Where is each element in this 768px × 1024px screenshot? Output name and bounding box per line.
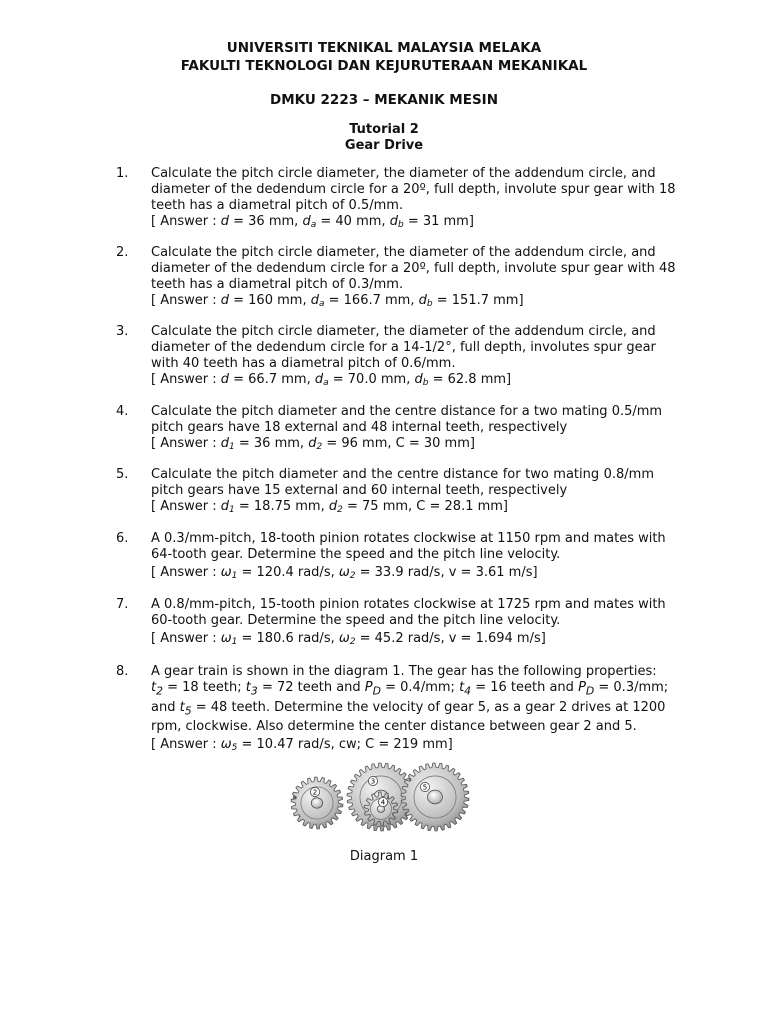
answer-line: [ Answer : $\omega_1 = 180.6$ rad/s, $\omega_2 = 45.2$ rad/s, v = 1.694 m/s] bbox=[151, 631, 546, 647]
question-text-line: teeth has a diametral pitch of 0.3/mm. bbox=[151, 277, 404, 292]
header-university: UNIVERSITI TEKNIKAL MALAYSIA MELAKA bbox=[226, 40, 542, 56]
question-text-line: pitch gears have 18 external and 48 internal teeth, respectively bbox=[151, 420, 568, 435]
question-text-line: Calculate the pitch circle diameter, the diameter of the addendum circle, and bbox=[151, 245, 656, 260]
gear-2 bbox=[291, 777, 343, 829]
header-faculty: FAKULTI TEKNOLOGI DAN KEJURUTERAAN MEKANIKAL bbox=[180, 58, 588, 74]
question-number: 1. bbox=[116, 166, 129, 181]
question-text-line: diameter of the dedendum circle for a 14-1/2°, full depth, involutes spur gear bbox=[151, 340, 656, 355]
question-text-line: diameter of the dedendum circle for a 20º, full depth, involute spur gear with 18 bbox=[151, 182, 676, 197]
question-number: 3. bbox=[116, 324, 129, 339]
question-text-line: Calculate the pitch circle diameter, the diameter of the addendum circle, and bbox=[151, 324, 656, 339]
question-text-line: with 40 teeth has a diametral pitch of 0.6/mm. bbox=[151, 356, 456, 371]
diagram-caption: Diagram 1 bbox=[349, 849, 419, 864]
gear-train-diagram bbox=[283, 757, 483, 835]
question-text-line: rpm, clockwise. Also determine the center distance between gear 2 and 5. bbox=[151, 719, 637, 735]
question-text-line: and $t_5 = 48$ teeth. Determine the velocity of gear 5, as a gear 2 drives at 1200 bbox=[151, 699, 666, 718]
question-text-line: pitch gears have 15 external and 60 internal teeth, respectively bbox=[151, 483, 568, 498]
question-text-line: diameter of the dedendum circle for a 20º, full depth, involute spur gear with 48 bbox=[151, 261, 676, 276]
question-text-line: $t_2 = 18$ teeth; $t_3 = 72$ teeth and $P_D = 0.4/mm$; $t_4 = 16$ teeth and $P_D = 0.3/mm$; bbox=[151, 680, 669, 698]
header-topic: Gear Drive bbox=[344, 138, 424, 153]
question-text-line: A 0.8/mm-pitch, 15-tooth pinion rotates clockwise at 1725 rpm and mates with bbox=[151, 597, 666, 612]
answer-line: [ Answer : d = 66.7 mm, $d_a = 70.0$ mm, $d_b = 62.8$ mm] bbox=[151, 372, 512, 388]
gear-5 bbox=[401, 763, 469, 831]
question-text-line: 64-tooth gear. Determine the speed and the pitch line velocity. bbox=[151, 547, 561, 562]
question-number: 4. bbox=[116, 404, 129, 419]
gear-label: 3 bbox=[370, 777, 376, 786]
answer-line: [ Answer : $d_1 = 36$ mm, $d_2 = 96$ mm, C = 30 mm] bbox=[151, 436, 475, 452]
question-text-line: teeth has a diametral pitch of 0.5/mm. bbox=[151, 198, 404, 213]
question-text-line: Calculate the pitch diameter and the centre distance for two mating 0.8/mm bbox=[151, 467, 654, 482]
question-text-line: A 0.3/mm-pitch, 18-tooth pinion rotates clockwise at 1150 rpm and mates with bbox=[151, 531, 666, 546]
answer-line: [ Answer : d = 36 mm, $d_a = 40$ mm, $d_b = 31$ mm] bbox=[151, 214, 474, 230]
answer-line: [ Answer : $\omega_1 = 120.4$ rad/s, $\omega_2 = 33.9$ rad/s, v = 3.61 m/s] bbox=[151, 565, 538, 581]
question-text-line: Calculate the pitch circle diameter, the diameter of the addendum circle, and bbox=[151, 166, 656, 181]
question-number: 5. bbox=[116, 467, 129, 482]
answer-line: [ Answer : d = 160 mm, $d_a = 166.7$ mm, $d_b = 151.7$ mm] bbox=[151, 293, 524, 309]
gear-label: 5 bbox=[422, 783, 428, 792]
question-number: 8. bbox=[116, 664, 129, 679]
question-text-line: 60-tooth gear. Determine the speed and the pitch line velocity. bbox=[151, 613, 561, 628]
gear-label: 4 bbox=[380, 798, 386, 807]
header-tutorial: Tutorial 2 bbox=[349, 122, 419, 137]
answer-line: [ Answer : $\omega_5 = 10.47$ rad/s, cw; C = 219 mm] bbox=[151, 737, 453, 754]
question-number: 2. bbox=[116, 245, 129, 260]
question-text-line: A gear train is shown in the diagram 1. The gear has the following properties: bbox=[151, 664, 657, 679]
question-number: 7. bbox=[116, 597, 129, 612]
answer-line: [ Answer : $d_1 = 18.75$ mm, $d_2 = 75$ mm, C = 28.1 mm] bbox=[151, 499, 509, 515]
gear-label: 2 bbox=[312, 788, 318, 797]
question-number: 6. bbox=[116, 531, 129, 546]
question-text-line: Calculate the pitch diameter and the centre distance for a two mating 0.5/mm bbox=[151, 404, 663, 419]
header-course: DMKU 2223 – MEKANIK MESIN bbox=[270, 92, 498, 108]
